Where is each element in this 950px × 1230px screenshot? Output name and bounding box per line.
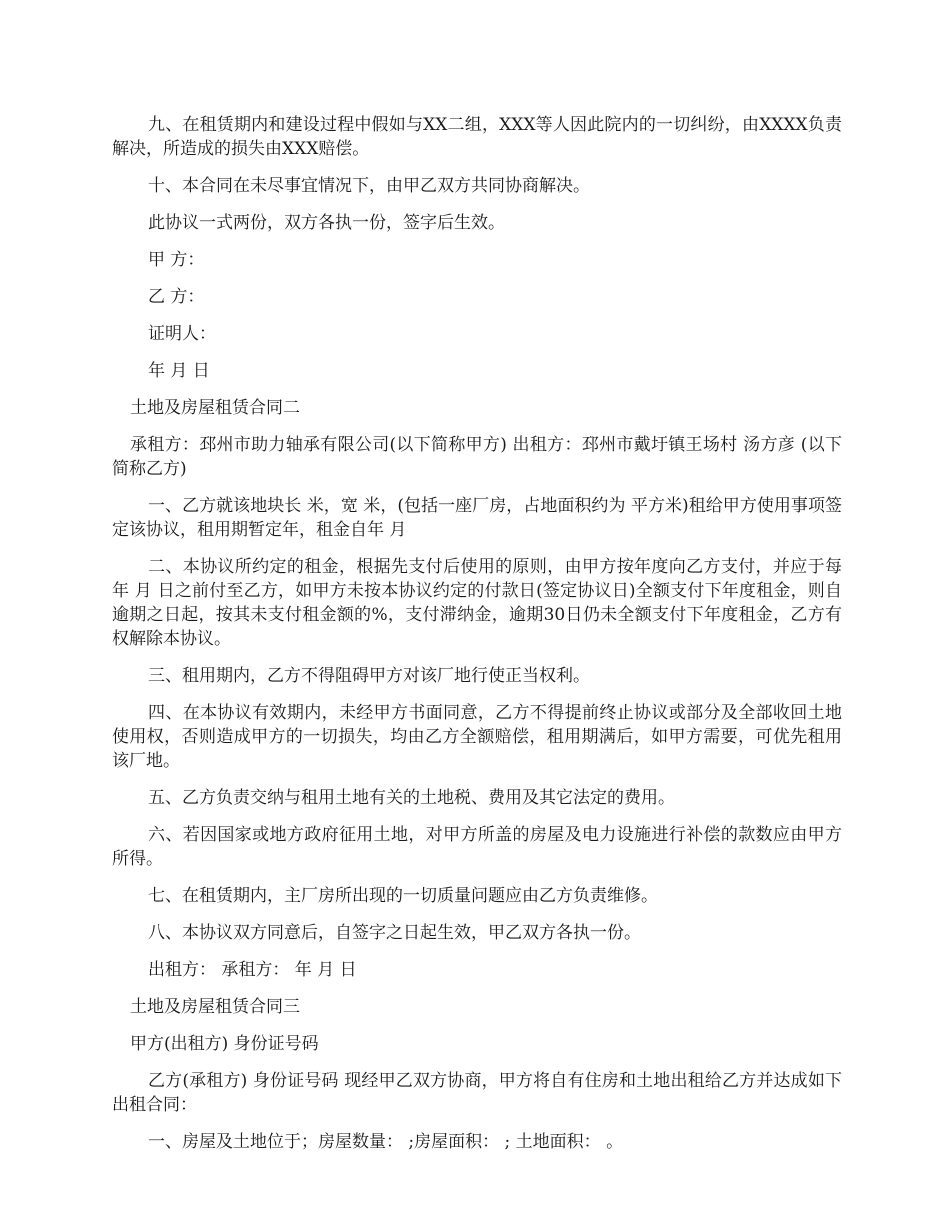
party-b-signature: 乙 方： [148,287,205,307]
witness-signature: 证明人： [148,324,216,344]
contract-3-title: 土地及房屋租赁合同三 [130,997,300,1017]
contract-2-clause-6: 六、若因国家或地方政府征用土地，对甲方所盖的房屋及电力设施进行补偿的款数应由甲方所得。 [112,825,842,869]
contract-3-clause-1: 一、房屋及土地位于；房屋数量： ;房屋面积： ; 土地面积： 。 [148,1132,624,1152]
contract-2-signatures: 出租方： 承租方： 年 月 日 [148,960,357,980]
contract-2-clause-2: 二、本协议所约定的租金，根据先支付后使用的原则，由甲方按年度向乙方支付，并应于每年 月 日之前付至乙方，如甲方未按本协议约定的付款日(签定协议日)全额支付下年度租金，则自逾期之日起，按其未支付租金额的%，支付滞纳金，逾期30日仍未全额支付下年度租金，乙方有权解除本协议。 [112,557,842,649]
contract-2-parties: 承租方：邳州市助力轴承有限公司(以下简称甲方) 出租方：邳州市戴圩镇王场村 汤方彦 (以下简称乙方) [112,435,842,479]
copies-note: 此协议一式两份，双方各执一份，签字后生效。 [148,213,505,233]
contract-2-clause-8: 八、本协议双方同意后，自签字之日起生效，甲乙双方各执一份。 [148,923,641,943]
contract-2-clause-4: 四、在本协议有效期内，未经甲方书面同意，乙方不得提前终止协议或部分及全部收回土地使用权，否则造成甲方的一切损失，均由乙方全额赔偿，租用期满后，如甲方需要，可优先租用该厂地。 [112,703,842,771]
clause-10: 十、本合同在未尽事宜情况下，由甲乙双方共同协商解决。 [148,176,590,196]
contract-2-clause-3: 三、租用期内，乙方不得阻碍甲方对该厂地行使正当权利。 [148,666,590,686]
document-page [112,113,842,1154]
contract-2-clause-1: 一、乙方就该地块长 米，宽 米，(包括一座厂房，占地面积约为 平方米)租给甲方使用事项签定该协议，租用期暂定年，租金自年 月 [112,496,842,540]
party-a-signature: 甲 方： [148,250,205,270]
contract-2-clause-7: 七、在租赁期内，主厂房所出现的一切质量问题应由乙方负责维修。 [148,886,658,906]
contract-2-clause-5: 五、乙方负责交纳与租用土地有关的土地税、费用及其它法定的费用。 [148,788,675,808]
contract-3-party-a: 甲方(出租方) 身份证号码 [130,1034,319,1054]
contract-3-party-b: 乙方(承租方) 身份证号码 现经甲乙双方协商，甲方将自有住房和土地出租给乙方并达成如下出租合同： [112,1071,842,1115]
clause-9: 九、在租赁期内和建设过程中假如与XX二组，XXX等人因此院内的一切纠纷，由XXXX负责解决，所造成的损失由XXX赔偿。 [112,115,842,159]
contract-2-title: 土地及房屋租赁合同二 [130,398,300,418]
signing-date: 年 月 日 [148,361,210,381]
